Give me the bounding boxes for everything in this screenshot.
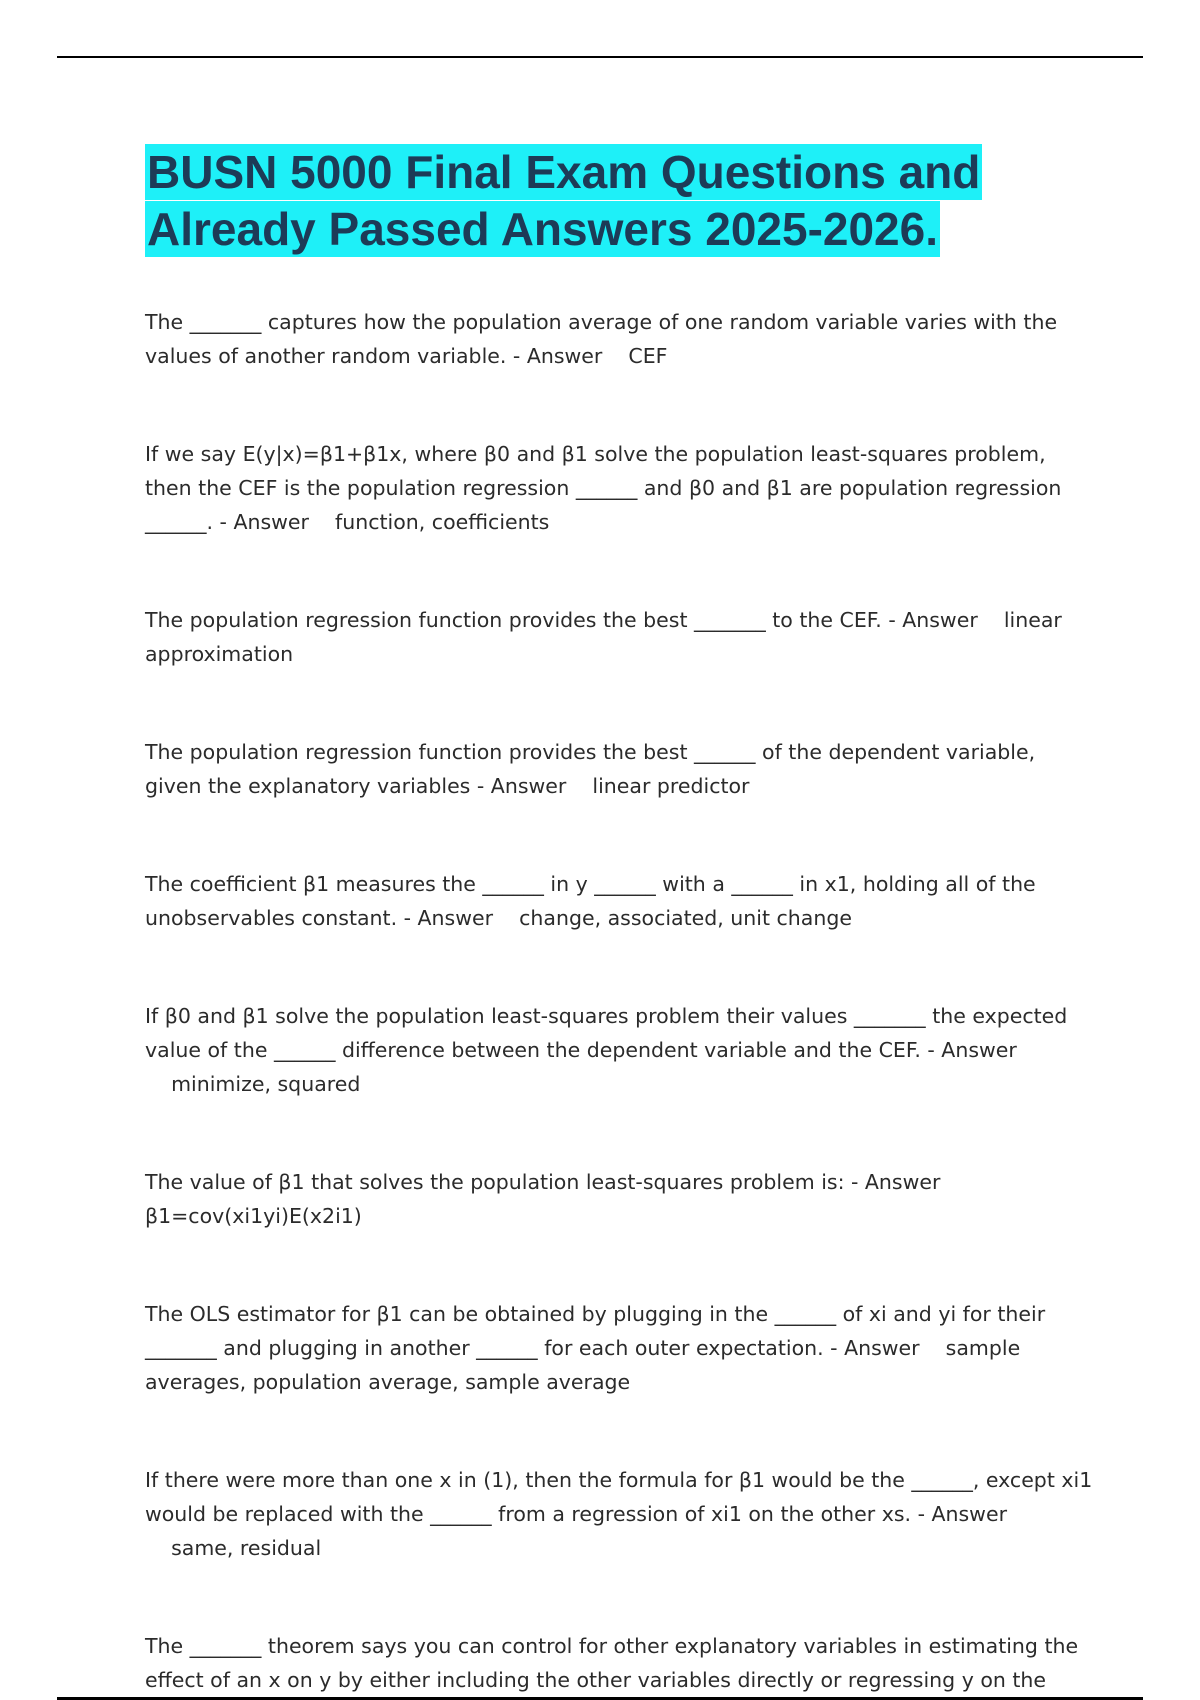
- question-text: The coefficient β1 measures the ______ in y ______ with a ______ in x1, holding all of the unobservables constant. - Answer: [145, 872, 1036, 930]
- question-text: The OLS estimator for β1 can be obtained by plugging in the ______ of xi and yi for their _______ and plugging in another ______ for each outer expectation. - Answer: [145, 1302, 1046, 1360]
- answer-text: change, associated, unit change: [519, 906, 852, 930]
- question-text: If there were more than one x in (1), then the formula for β1 would be the ______, except xi1 would be replaced with the ______ from a regression of xi1 on the other xs. - Answer: [145, 1468, 1093, 1526]
- header-rule: [57, 56, 1143, 58]
- answer-text: function, coefficients: [335, 510, 550, 534]
- answer-text: β1=cov(xi1yi)E(x2i1): [145, 1204, 362, 1228]
- document-title: BUSN 5000 Final Exam Questions and Already Passed Answers 2025-2026.: [147, 146, 981, 255]
- qa-item: [145, 735, 1095, 803]
- qa-item: [145, 603, 1095, 671]
- title-block: [145, 144, 1105, 258]
- qa-item: [145, 867, 1095, 935]
- answer-text: linear predictor: [592, 774, 750, 798]
- answer-text: CEF: [628, 344, 668, 368]
- qa-item: [145, 1629, 1095, 1697]
- qa-item: [145, 437, 1095, 539]
- answer-text: same, residual: [171, 1536, 322, 1560]
- answer-text: linear approximation: [145, 608, 1062, 666]
- question-text: If β0 and β1 solve the population least-squares problem their values _______ the expected value of the ______ difference between the dependent variable and the CEF. - Answer: [145, 1004, 1068, 1062]
- question-text: The _______ captures how the population average of one random variable varies with the values of another random variable. - Answer: [145, 310, 1058, 368]
- answer-text: sample averages, population average, sample average: [145, 1336, 1021, 1394]
- qa-item: [145, 999, 1095, 1101]
- qa-list: [145, 305, 1095, 1697]
- question-text: If we say E(y|x)=β1+β1x, where β0 and β1 solve the population least-squares problem, then the CEF is the population regression ______ and β0 and β1 are population regression ______. - Answer: [145, 442, 1062, 534]
- qa-item: [145, 305, 1095, 373]
- answer-text: minimize, squared: [171, 1072, 361, 1096]
- question-text: The population regression function provides the best ______ of the dependent variable, given the explanatory variables - Answer: [145, 740, 1036, 798]
- qa-item: [145, 1463, 1095, 1565]
- question-text: The value of β1 that solves the population least-squares problem is: - Answer: [145, 1170, 941, 1194]
- qa-item: [145, 1297, 1095, 1399]
- qa-item: [145, 1165, 1095, 1233]
- question-text: The population regression function provides the best _______ to the CEF. - Answer: [145, 608, 978, 632]
- question-text: The _______ theorem says you can control for other explanatory variables in estimating the effect of an x on y by either including the other variables directly or regressing y on the: [145, 1634, 1079, 1692]
